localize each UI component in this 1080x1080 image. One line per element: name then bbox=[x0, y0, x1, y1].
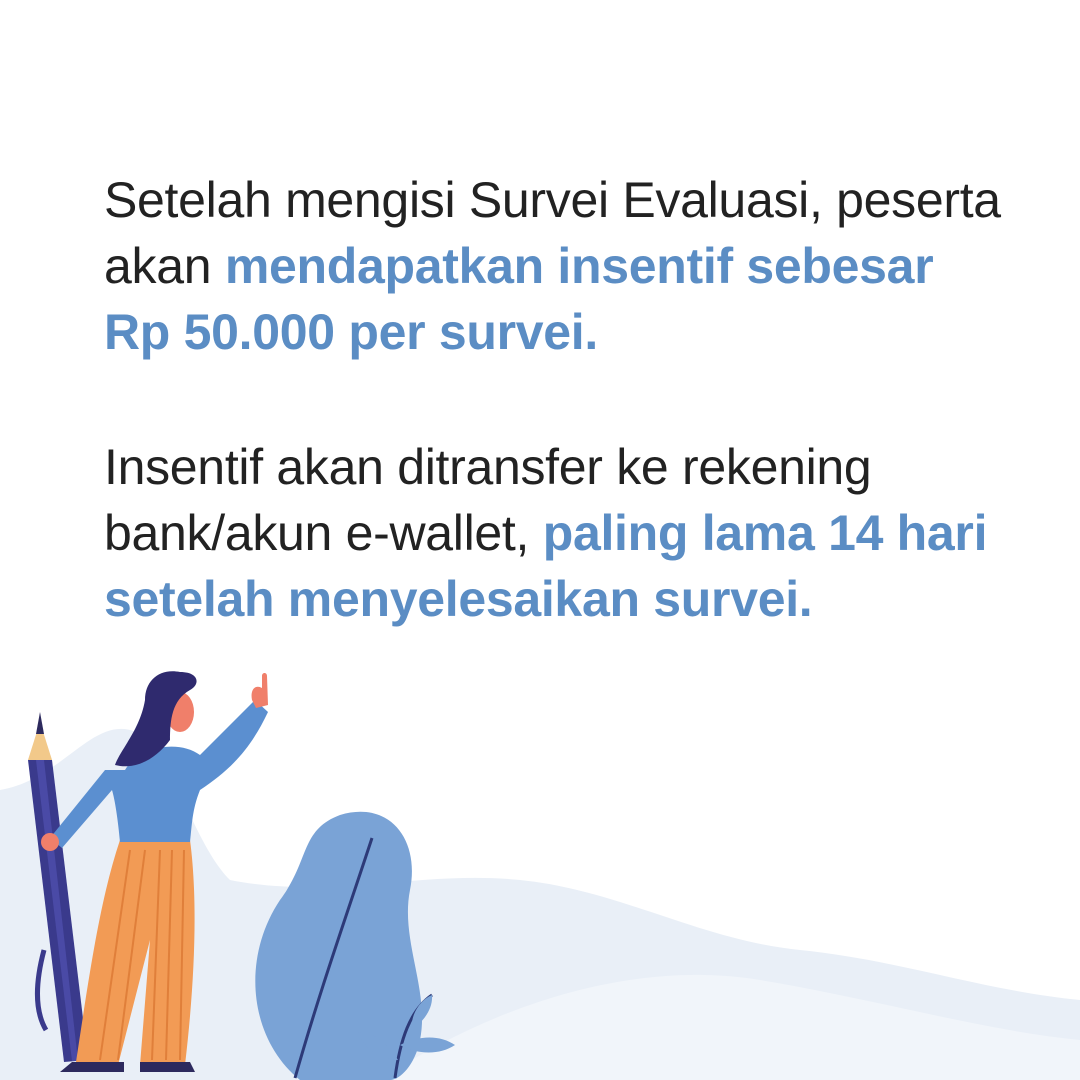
woman-foot-right bbox=[140, 1062, 195, 1072]
big-leaf bbox=[255, 812, 422, 1080]
woman-left-hand bbox=[41, 833, 59, 851]
paragraph2-text: Insentif akan ditransfer ke rekening bank/akun e-wallet, bbox=[104, 439, 872, 561]
woman-raised-hand bbox=[252, 673, 268, 708]
paragraph1-highlight: mendapatkan insentif sebesar Rp 50.000 per survei. bbox=[104, 238, 934, 360]
paragraph1-text: Setelah mengisi Survei Evaluasi, peserta akan bbox=[104, 172, 1001, 294]
paragraph2-highlight: paling lama 14 hari setelah menyelesaikan survei. bbox=[104, 505, 988, 627]
pencil-lead bbox=[36, 712, 44, 734]
